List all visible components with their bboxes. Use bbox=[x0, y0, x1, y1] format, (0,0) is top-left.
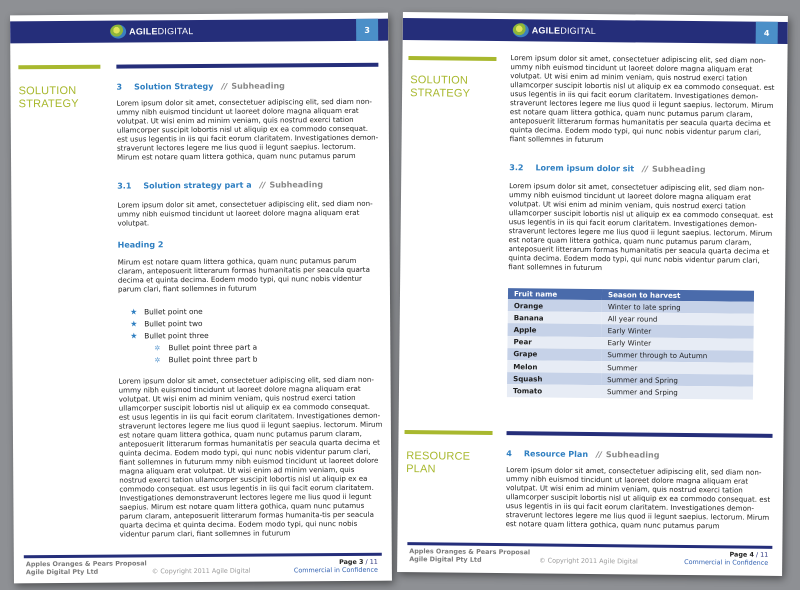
table-cell: Summer and Srping bbox=[601, 385, 753, 399]
list-item: ✲ Bullet point three part b bbox=[154, 354, 258, 365]
table-cell: Summer bbox=[601, 361, 753, 375]
side-section-title: SOLUTION STRATEGY bbox=[410, 74, 471, 100]
logo-swirl-icon bbox=[513, 23, 529, 37]
section-heading-3-1: 3.1 Solution strategy part a // Subheading bbox=[117, 180, 324, 191]
company-logo bbox=[513, 21, 596, 40]
header-bar bbox=[10, 19, 388, 44]
table-cell: Apple bbox=[508, 323, 602, 336]
footer-rule bbox=[24, 553, 382, 558]
section-rule-green bbox=[18, 65, 100, 70]
sub-bullet-icon: ✲ bbox=[154, 344, 161, 353]
logo-swirl-icon bbox=[110, 25, 126, 39]
table-cell: Pear bbox=[507, 336, 601, 349]
list-item: ✲ Bullet point three part a bbox=[154, 342, 258, 353]
table-cell: Early Winter bbox=[602, 324, 754, 338]
document-page-4 bbox=[397, 12, 788, 576]
body-paragraph: Lorem ipsum dolor sit amet, consectetuer adipiscing elit, sed diam non-ummy nibh euismod tincidunt ut laoreet dolore magna aliquam erat volutpat. Ut wisi enim ad minim veniam, quis nostrud exerci tation ullamcorper suscipit lobortis nisl ut aliquip ex ea commodo consequat. est usus legentis in iis qui facit eorum claritatem. Investigationes demon-straverunt lectores legere me lius quod ii legunt saepius. lectorum. Mirum est notare quam littera gothica, quam nunc putamus parum bbox=[116, 96, 379, 162]
heading-2: Heading 2 bbox=[117, 240, 164, 250]
table-cell: Early Winter bbox=[601, 337, 753, 351]
body-paragraph: Mirum est notare quam littera gothica, quam nunc putamus parum claram, anteposuerit litterarum formas humanitatis per seacula quarta decima et quinta decima. Eodem modo typi, qui nunc nobis videntur parum clari, fiant sollemnes in futurum bbox=[117, 255, 370, 294]
body-paragraph: Lorem ipsum dolor sit amet, consectetuer adipiscing elit, sed diam non-ummy nibh euismod tincidunt ut laoreet dolore magna aliquam erat volutpat. Ut wisi enim ad minim veniam, quis nostrud exerci tation ullamcorper suscipit lobortis nisl ut aliquip ex ea commodo consequat. est usus legentis in iis qui facit eorum claritatem. Investigationes demon-straverunt lectores legere me lius quod ii legunt saepius. lectorum. Mirum est notare quam littera gothica, quam nunc putamus parum claram, anteposuerit litterarum formas humanitatis per seacula quarta decima et quinta decima. Eodem modo typi, qui nunc nobis videntur parum clari, fiant sollemnes in futurum mmy nibh euismod tincidunt ut laoreet dolore magna aliquam erat volutpat. Ut wisi enim ad minim veniam, quis nostrud exerci tation ullamcorper suscipit lobortis nisl ut aliquip ex ea commodo consequat. est usus legentis in iis qui facit eorum claritatem. Investigationes demonstraverunt lectores legere me lius quod ii legunt saepius. Mirum est notare quam littera gothica, quam nunc putamus parum claram, anteposuerit litterarum formas humanita-tis per seacula quarta decima et quinta decima. Eodem modo typi, qui nunc nobis videntur parum clari, fiant sollemnes in futurum bbox=[118, 374, 383, 539]
star-bullet-icon: ★ bbox=[130, 319, 138, 329]
bullet-list bbox=[130, 306, 257, 367]
sub-bullet-icon: ✲ bbox=[154, 356, 161, 365]
table-row bbox=[507, 384, 753, 399]
header-bar bbox=[403, 18, 788, 44]
section-heading-3: 3 Solution Strategy // Subheading bbox=[116, 81, 285, 92]
section-rule-green bbox=[408, 56, 496, 61]
star-bullet-icon: ★ bbox=[130, 331, 138, 341]
company-logo bbox=[110, 22, 193, 41]
footer-document-info: Apples Oranges & Pears Proposal Agile Digital Pty Ltd bbox=[409, 547, 531, 564]
body-paragraph: Lorem ipsum dolor sit amet, consectetuer adipiscing elit, sed diam non-ummy nibh euismod tincidunt ut laoreet dolore magna aliquam erat volutpat. Ut wisi enim ad minim veniam, quis nostrud exerci tation ullamcorper suscipit lobortis nisl ut aliquip ex ea commodo consequat. est usus legentis in iis qui facit eorum claritatem. Investigationes demon-straverunt lectores legere me lius quod ii legunt saepius. lectorum. Mirum est notare quam littera gothica, quam nunc putamus parum bbox=[505, 465, 771, 531]
table-cell: Summer and Spring bbox=[601, 373, 753, 387]
table-cell: Tomato bbox=[507, 384, 601, 397]
table-cell: Winter to late spring bbox=[602, 300, 754, 314]
side-section-title: SOLUTION STRATEGY bbox=[18, 84, 79, 111]
section-rule-navy bbox=[116, 63, 378, 69]
section-heading-4: 4 Resource Plan // Subheading bbox=[506, 449, 660, 460]
table-cell: Melon bbox=[507, 360, 601, 373]
list-item: ★ Bullet point two bbox=[130, 318, 203, 329]
table-cell: Squash bbox=[507, 372, 601, 385]
table-header-cell: Fruit name bbox=[508, 288, 602, 300]
table-cell: Banana bbox=[508, 311, 602, 324]
section-rule-navy bbox=[507, 431, 773, 438]
footer-copyright: © Copyright 2011 Agile Digital bbox=[151, 566, 251, 576]
footer-page-info: Page 3 / 11 Commercial in Confidence bbox=[293, 557, 378, 574]
fruit-season-table bbox=[507, 288, 754, 399]
section-rule-green bbox=[405, 430, 493, 435]
body-paragraph: Lorem ipsum dolor sit amet, consectetuer adipiscing elit, sed diam non-ummy nibh euismod tincidunt ut laoreet dolore magna aliquam erat volutpat. Ut wisi enim ad minim veniam, quis nostrud exerci tation ullamcorper suscipit lobortis nisl ut aliquip ex ea commodo consequat. est usus legentis in iis qui facit eorum claritatem. Investigationes demon-straverunt lectores legere me lius quod ii legunt saepius. lectorum. Mirum est notare quam littera gothica, quam nunc putamus parum claram, anteposuerit litterarum formas humanitatis per seacula quarta decima et quinta decima. Eodem modo typi, qui nunc nobis videntur parum clari, fiant sollemnes in futurum bbox=[508, 181, 774, 273]
side-section-title: RESOURCE PLAN bbox=[406, 450, 471, 476]
page-number-badge: 4 bbox=[756, 22, 778, 44]
table-cell: Orange bbox=[508, 299, 602, 312]
list-item: ★ Bullet point one bbox=[130, 306, 203, 317]
table-cell: All year round bbox=[602, 312, 754, 326]
list-item: ★ Bullet point three bbox=[130, 330, 209, 341]
star-bullet-icon: ★ bbox=[130, 307, 138, 317]
logo-text: AGILEDIGITAL bbox=[531, 25, 597, 37]
document-page-3 bbox=[10, 13, 392, 584]
logo-text: AGILEDIGITAL bbox=[129, 26, 194, 37]
body-paragraph: Lorem ipsum dolor sit amet, consectetuer adipiscing elit, sed diam non-ummy nibh euismod tincidunt ut laoreet dolore magna aliquam erat volutpat. Ut wisi enim ad minim veniam, quis nostrud exerci tation ullamcorper suscipit lobortis nisl ut aliquip ex ea commodo consequat. est usus legentis in iis qui facit eorum claritatem. Investigationes demon-straverunt lectores legere me lius quod ii legunt saepius. lectorum. Mirum est notare quam littera gothica, quam nunc putamus parum claram, anteposuerit litterarum formas humanitatis per seacula quarta decima et quinta decima. Eodem modo typi, qui nunc nobis videntur parum clari, fiant sollemnes in futurum bbox=[509, 53, 775, 145]
table-cell: Grape bbox=[507, 348, 601, 361]
footer-copyright: © Copyright 2011 Agile Digital bbox=[539, 556, 638, 566]
table-cell: Summer through to Autumn bbox=[601, 349, 753, 363]
page-number-badge: 3 bbox=[356, 19, 378, 41]
footer-page-info: Page 4 / 11 Commercial in Confidence bbox=[684, 550, 769, 567]
body-paragraph: Lorem ipsum dolor sit amet, consectetuer adipiscing elit, sed diam non-ummy nibh euismod tincidunt ut laoreet dolore magna aliquam erat volutpat. bbox=[117, 198, 373, 228]
table-header-cell: Season to harvest bbox=[602, 289, 754, 302]
section-heading-3-2: 3.2 Lorem ipsum dolor sit // Subheading bbox=[509, 163, 706, 175]
footer-document-info: Apples Oranges & Pears Proposal Agile Digital Pty Ltd bbox=[25, 559, 147, 576]
